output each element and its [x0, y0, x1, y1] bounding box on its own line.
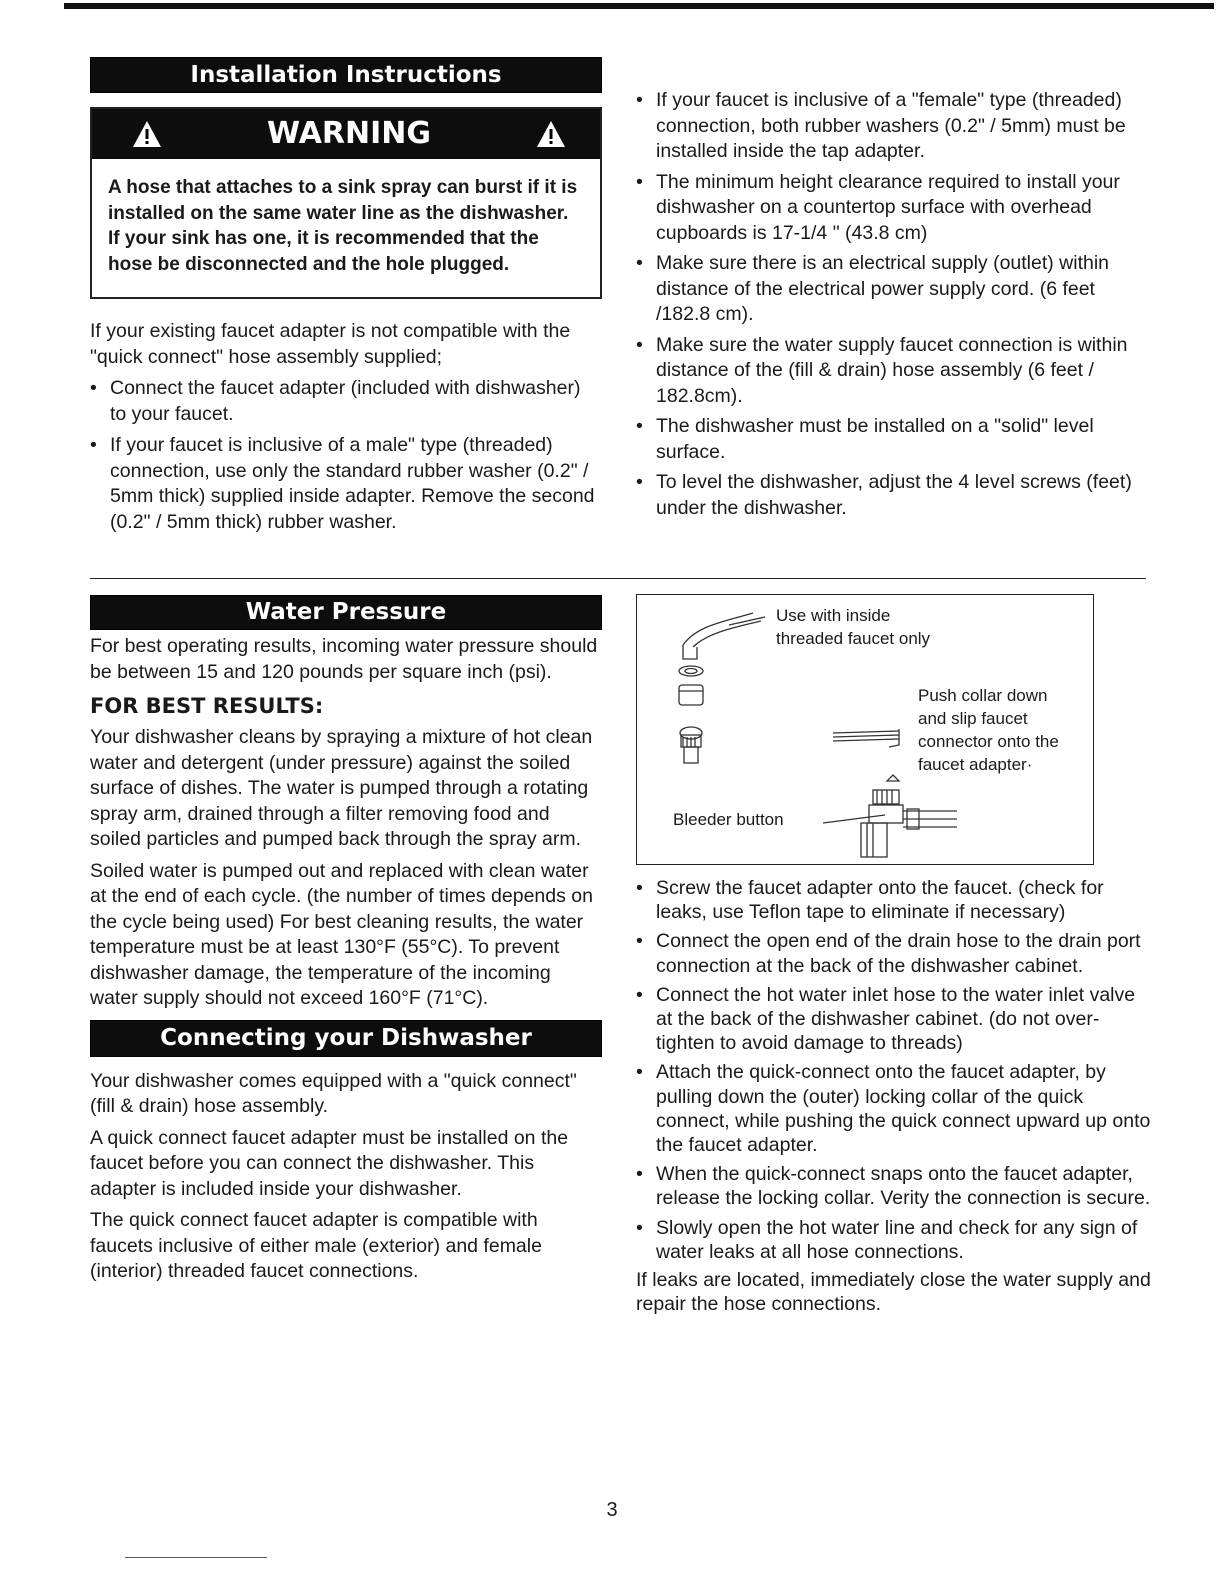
push-collar-label: Push collar down and slip faucet connector onto the faucet adapter· — [918, 686, 1059, 774]
list-item: • Connect the open end of the drain hose to the drain port connection at the back of the dishwasher cabinet. — [636, 929, 1151, 977]
adapter-bullets — [90, 376, 602, 535]
list-item: • The dishwasher must be installed on a "solid" level surface. — [636, 414, 1151, 465]
list-item: • Screw the faucet adapter onto the faucet. (check for leaks, use Teflon tape to eliminate if necessary) — [636, 876, 1151, 924]
best-results-heading: FOR BEST RESULTS: — [90, 694, 324, 718]
warning-triangle-icon — [132, 119, 162, 149]
requirements-bullets — [636, 88, 1151, 521]
warning-box — [90, 107, 602, 299]
list-item: • The minimum height clearance required to install your dishwasher on a countertop surface with overhead cupboards is 17-1/4 " (43.8 cm) — [636, 170, 1151, 247]
section-divider — [90, 578, 1146, 579]
water-pressure-intro: For best operating results, incoming water pressure should be between 15 and 120 pounds per square inch (psi). — [90, 635, 598, 683]
list-item: • Slowly open the hot water line and check for any sign of water leaks at all hose connections. — [636, 1216, 1151, 1264]
page-number: 3 — [606, 1499, 618, 1521]
connection-steps — [636, 876, 1151, 1264]
footer-rule — [125, 1557, 267, 1558]
inside-thread-label: Use with inside threaded faucet only — [776, 606, 931, 648]
warning-title: WARNING — [266, 116, 432, 152]
adapter-intro: If your existing faucet adapter is not compatible with the "quick connect" hose assembly supplied; — [90, 320, 571, 368]
list-item: • If your faucet is inclusive of a "female" type (threaded) connection, both rubber washers (0.2" / 5mm) must be installed inside the tap adapter. — [636, 88, 1151, 165]
water-pressure-heading: Water Pressure — [90, 595, 602, 630]
warning-text: A hose that attaches to a sink spray can burst if it is installed on the same water line as the dishwasher. If your sink has one, it is recommended that the hose be disconnected and the hole plugged. — [108, 177, 578, 275]
list-item: • To level the dishwasher, adjust the 4 level screws (feet) under the dishwasher. — [636, 470, 1151, 521]
right-column-top — [636, 88, 1151, 521]
left-column-bottom — [90, 595, 602, 1285]
left-column-top — [90, 57, 602, 535]
connecting-para: The quick connect faucet adapter is compatible with faucets inclusive of either male (exterior) and female (interior) threaded faucet connections. — [90, 1209, 542, 1282]
right-column-bottom — [636, 876, 1151, 1316]
list-item: • Make sure there is an electrical supply (outlet) within distance of the electrical power supply cord. (6 feet /182.8 cm). — [636, 251, 1151, 328]
faucet-adapter-diagram — [636, 594, 1094, 865]
best-results-para: Your dishwasher cleans by spraying a mixture of hot clean water and detergent (under pressure) against the soiled surface of dishes. The water is pumped through a rotating spray arm, drained through a filter removing food and soiled particles and pumped back through the spray arm. — [90, 726, 593, 850]
closing-note: If leaks are located, immediately close the water supply and repair the hose connections. — [636, 1269, 1151, 1316]
list-item: • If your faucet is inclusive of a male" type (threaded) connection, use only the standard rubber washer (0.2" / 5mm thick) supplied inside adapter. Remove the second (0.2" / 5mm thick) rubber washer. — [90, 433, 602, 535]
top-rule — [64, 3, 1214, 9]
bleeder-button-label: Bleeder button — [673, 810, 784, 829]
installation-heading: Installation Instructions — [90, 57, 602, 93]
connecting-heading: Connecting your Dishwasher — [90, 1020, 602, 1057]
list-item: • Connect the faucet adapter (included with dishwasher) to your faucet. — [90, 376, 602, 427]
connecting-para: A quick connect faucet adapter must be installed on the faucet before you can connect the dishwasher. This adapter is included inside your dishwasher. — [90, 1126, 569, 1200]
warning-triangle-icon — [536, 119, 566, 149]
list-item: • Connect the hot water inlet hose to the water inlet valve at the back of the dishwasher cabinet. (do not over-tighten to avoid damage to threads) — [636, 983, 1151, 1056]
list-item: • Make sure the water supply faucet connection is within distance of the (fill & drain) hose assembly (6 feet / 182.8cm). — [636, 333, 1151, 410]
list-item: • When the quick-connect snaps onto the faucet adapter, release the locking collar. Verity the connection is secure. — [636, 1162, 1151, 1210]
list-item: • Attach the quick-connect onto the faucet adapter, by pulling down the (outer) locking collar of the quick connect, while pushing the quick connect upward up onto the faucet adapter. — [636, 1060, 1151, 1157]
best-results-para: Soiled water is pumped out and replaced with clean water at the end of each cycle. (the number of times depends on the cycle being used) For best cleaning results, the water temperature must be at least 130°F (55°C). To prevent dishwasher damage, the temperature of the incoming water supply should not exceed 160°F (71°C). — [90, 859, 593, 1009]
connecting-para: Your dishwasher comes equipped with a "quick connect" (fill & drain) hose assembly. — [90, 1069, 577, 1117]
warning-header — [92, 109, 600, 159]
